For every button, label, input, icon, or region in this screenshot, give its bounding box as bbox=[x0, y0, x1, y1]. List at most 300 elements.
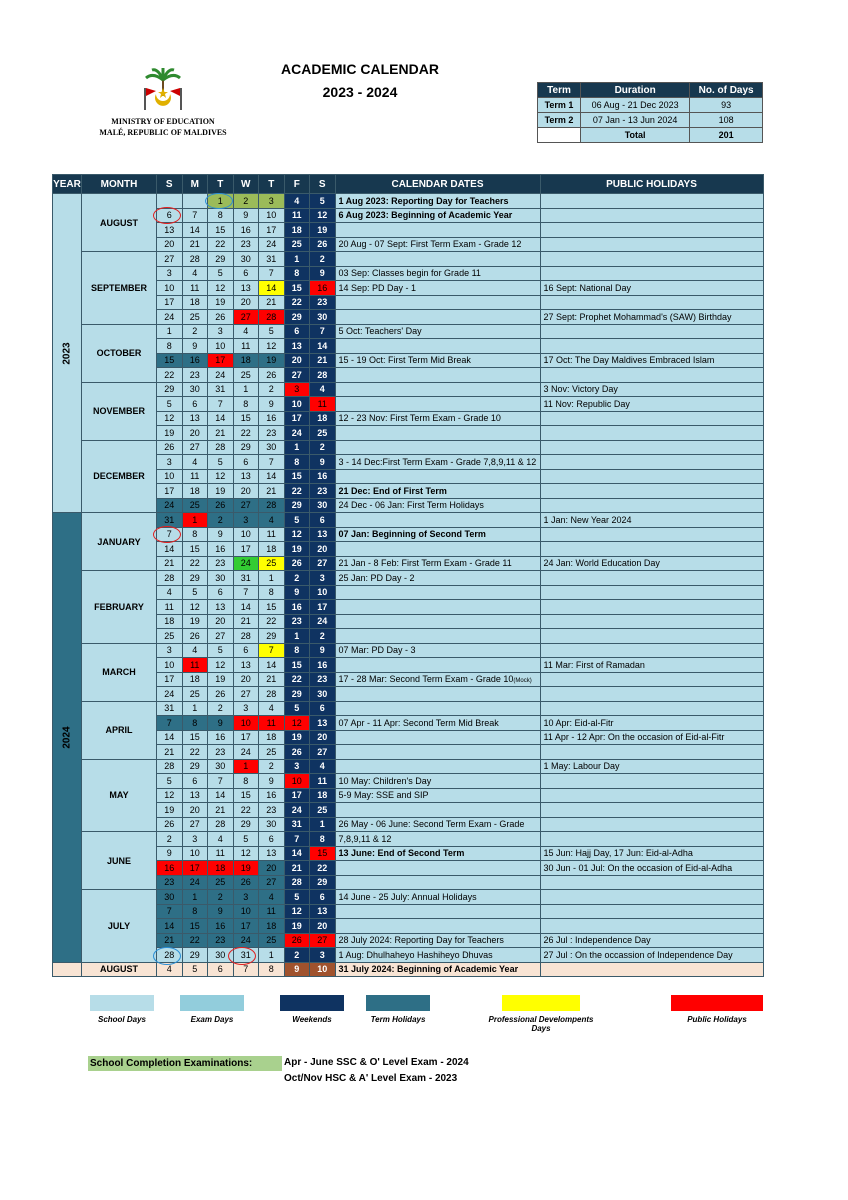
day-cell: 19 bbox=[208, 484, 234, 499]
day-cell: 8 bbox=[233, 397, 259, 412]
day-cell: 30 bbox=[259, 817, 285, 832]
calendar-week-row bbox=[53, 513, 764, 528]
day-cell: 16 bbox=[310, 281, 336, 296]
day-cell: 17 bbox=[182, 861, 208, 876]
header-mon: M bbox=[182, 175, 208, 194]
calendar-week-row bbox=[53, 962, 764, 977]
calendar-week-row bbox=[53, 745, 764, 760]
public-holiday-note: 24 Jan: World Education Day bbox=[540, 556, 763, 571]
calendar-date-note bbox=[335, 455, 540, 470]
day-cell: 22 bbox=[182, 745, 208, 760]
day-cell: 9 bbox=[310, 266, 336, 281]
day-cell: 6 bbox=[259, 832, 285, 847]
public-holiday-note bbox=[540, 774, 763, 789]
day-cell: 18 bbox=[208, 861, 234, 876]
legend-label: Exam Days bbox=[190, 1015, 234, 1024]
public-holiday-note bbox=[540, 643, 763, 658]
calendar-date-note bbox=[335, 745, 540, 760]
legend-swatch bbox=[180, 995, 244, 1011]
calendar-date-text: 07 Jan: Beginning of Second Term bbox=[338, 529, 486, 540]
day-cell: 1 bbox=[233, 759, 259, 774]
public-holiday-note: 1 Jan: New Year 2024 bbox=[540, 513, 763, 528]
month-label: JUNE bbox=[82, 832, 157, 890]
calendar-date-text: 5 Oct: Teachers' Day bbox=[338, 326, 422, 337]
day-cell: 12 bbox=[233, 846, 259, 861]
day-cell: 7 bbox=[208, 397, 234, 412]
day-cell: 28 bbox=[208, 440, 234, 455]
day-cell: 2 bbox=[259, 382, 285, 397]
day-cell: 23 bbox=[310, 295, 336, 310]
calendar-date-note bbox=[335, 759, 540, 774]
calendar-week-row bbox=[53, 208, 764, 223]
calendar-date-note bbox=[335, 295, 540, 310]
public-holiday-note bbox=[540, 817, 763, 832]
public-holiday-note bbox=[540, 237, 763, 252]
calendar-week-row bbox=[53, 919, 764, 934]
day-cell: 6 bbox=[233, 455, 259, 470]
day-cell: 2 bbox=[284, 948, 310, 963]
day-cell: 22 bbox=[208, 237, 234, 252]
day-cell: 6 bbox=[208, 585, 234, 600]
calendar-date-note bbox=[335, 716, 540, 731]
day-cell: 24 bbox=[182, 875, 208, 890]
day-cell: 19 bbox=[310, 223, 336, 238]
day-cell: 29 bbox=[182, 571, 208, 586]
day-cell: 3 bbox=[233, 890, 259, 905]
day-cell: 8 bbox=[284, 266, 310, 281]
calendar-date-note bbox=[335, 890, 540, 905]
day-cell: 19 bbox=[259, 353, 285, 368]
day-cell: 19 bbox=[284, 730, 310, 745]
month-label: NOVEMBER bbox=[82, 382, 157, 440]
day-cell: 21 bbox=[208, 426, 234, 441]
day-cell: 30 bbox=[157, 890, 183, 905]
day-cell: 28 bbox=[233, 629, 259, 644]
calendar-date-note bbox=[335, 382, 540, 397]
day-cell: 8 bbox=[208, 208, 234, 223]
header-year: YEAR bbox=[53, 175, 82, 194]
calendar-date-small: (Mock) bbox=[513, 678, 532, 685]
public-holiday-note: 17 Oct: The Day Maldives Embraced Islam bbox=[540, 353, 763, 368]
day-cell: 3 bbox=[157, 643, 183, 658]
day-cell: 13 bbox=[310, 904, 336, 919]
day-cell: 10 bbox=[233, 527, 259, 542]
day-cell: 4 bbox=[182, 455, 208, 470]
day-cell: 19 bbox=[208, 672, 234, 687]
day-cell: 26 bbox=[208, 310, 234, 325]
day-cell: 14 bbox=[157, 730, 183, 745]
day-cell: 6 bbox=[233, 266, 259, 281]
day-cell: 4 bbox=[259, 701, 285, 716]
day-cell: 15 bbox=[284, 281, 310, 296]
day-cell: 20 bbox=[233, 672, 259, 687]
day-cell: 5 bbox=[182, 962, 208, 977]
day-cell: 5 bbox=[233, 832, 259, 847]
calendar-week-row bbox=[53, 542, 764, 557]
day-cell: 30 bbox=[259, 440, 285, 455]
day-cell: 9 bbox=[310, 455, 336, 470]
day-cell: 20 bbox=[233, 295, 259, 310]
day-cell: 18 bbox=[284, 223, 310, 238]
day-cell: 15 bbox=[259, 600, 285, 615]
day-cell: 15 bbox=[284, 469, 310, 484]
calendar-week-row bbox=[53, 803, 764, 818]
calendar-week-row bbox=[53, 223, 764, 238]
calendar-week-row bbox=[53, 266, 764, 281]
calendar-week-row bbox=[53, 948, 764, 963]
calendar-week-row bbox=[53, 324, 764, 339]
calendar-week-row bbox=[53, 194, 764, 209]
calendar-week-row bbox=[53, 295, 764, 310]
day-cell: 25 bbox=[182, 687, 208, 702]
day-cell: 15 bbox=[233, 788, 259, 803]
calendar-week-row bbox=[53, 455, 764, 470]
calendar-date-text: 03 Sep: Classes begin for Grade 11 bbox=[338, 268, 481, 279]
day-cell: 16 bbox=[208, 542, 234, 557]
public-holiday-note bbox=[540, 527, 763, 542]
day-cell: 22 bbox=[182, 556, 208, 571]
day-cell: 23 bbox=[208, 933, 234, 948]
calendar-week-row bbox=[53, 252, 764, 267]
term-name: Term 2 bbox=[538, 113, 581, 128]
calendar-week-row bbox=[53, 498, 764, 513]
day-cell: 23 bbox=[284, 614, 310, 629]
day-cell: 23 bbox=[233, 237, 259, 252]
day-cell: 9 bbox=[208, 527, 234, 542]
day-cell: 11 bbox=[182, 281, 208, 296]
public-holiday-note: 26 Jul : Independence Day bbox=[540, 933, 763, 948]
term-duration: 06 Aug - 21 Dec 2023 bbox=[581, 98, 690, 113]
day-cell: 14 bbox=[182, 223, 208, 238]
term-duration: 07 Jan - 13 Jun 2024 bbox=[581, 113, 690, 128]
day-cell: 24 bbox=[259, 237, 285, 252]
day-cell: 29 bbox=[182, 948, 208, 963]
day-cell: 23 bbox=[259, 803, 285, 818]
day-cell: 14 bbox=[157, 542, 183, 557]
calendar-date-note bbox=[335, 513, 540, 528]
public-holiday-note bbox=[540, 904, 763, 919]
legend-label: Professional Develompents Days bbox=[488, 1015, 594, 1033]
day-cell: 3 bbox=[157, 266, 183, 281]
day-cell: 19 bbox=[233, 861, 259, 876]
day-cell: 8 bbox=[310, 832, 336, 847]
day-cell: 22 bbox=[259, 614, 285, 629]
day-cell: 29 bbox=[208, 252, 234, 267]
day-cell: 30 bbox=[208, 571, 234, 586]
ministry-logo bbox=[138, 66, 188, 112]
calendar-date-note bbox=[335, 353, 540, 368]
day-cell: 11 bbox=[284, 208, 310, 223]
term-name: Term 1 bbox=[538, 98, 581, 113]
day-cell: 29 bbox=[284, 498, 310, 513]
day-cell: 5 bbox=[208, 643, 234, 658]
day-cell: 1 bbox=[157, 324, 183, 339]
calendar-week-row bbox=[53, 600, 764, 615]
calendar-date-note bbox=[335, 643, 540, 658]
calendar-date-text: 25 Jan: PD Day - 2 bbox=[338, 572, 415, 583]
calendar-date-note bbox=[335, 832, 540, 847]
day-cell: 7 bbox=[233, 585, 259, 600]
calendar-date-note bbox=[335, 933, 540, 948]
day-cell: 9 bbox=[310, 643, 336, 658]
day-cell: 14 bbox=[259, 658, 285, 673]
public-holiday-note: 11 Apr - 12 Apr: On the occasion of Eid-al-Fitr bbox=[540, 730, 763, 745]
day-cell: 29 bbox=[233, 817, 259, 832]
day-cell: 30 bbox=[208, 948, 234, 963]
day-cell: 2 bbox=[259, 759, 285, 774]
day-cell: 4 bbox=[208, 832, 234, 847]
day-cell: 14 bbox=[259, 281, 285, 296]
calendar-date-text: 10 May: Children's Day bbox=[338, 775, 432, 786]
day-cell: 14 bbox=[157, 919, 183, 934]
day-cell: 21 bbox=[157, 556, 183, 571]
day-cell: 4 bbox=[182, 266, 208, 281]
day-cell: 8 bbox=[284, 643, 310, 658]
calendar-date-note bbox=[335, 339, 540, 354]
ministry-name bbox=[88, 116, 238, 138]
public-holiday-note bbox=[540, 295, 763, 310]
legend-swatch bbox=[671, 995, 763, 1011]
day-cell: 30 bbox=[233, 252, 259, 267]
day-cell: 20 bbox=[208, 614, 234, 629]
calendar-date-note bbox=[335, 281, 540, 296]
day-cell: 5 bbox=[284, 513, 310, 528]
day-cell: 23 bbox=[157, 875, 183, 890]
day-cell: 26 bbox=[310, 237, 336, 252]
public-holiday-note bbox=[540, 672, 763, 687]
day-cell: 26 bbox=[259, 368, 285, 383]
day-cell: 13 bbox=[284, 339, 310, 354]
day-cell: 1 bbox=[182, 513, 208, 528]
day-cell: 28 bbox=[259, 498, 285, 513]
day-cell: 26 bbox=[208, 498, 234, 513]
day-cell: 11 bbox=[259, 527, 285, 542]
day-cell: 24 bbox=[157, 498, 183, 513]
day-cell: 18 bbox=[259, 919, 285, 934]
calendar-date-note bbox=[335, 571, 540, 586]
month-label: APRIL bbox=[82, 701, 157, 759]
calendar-date-note bbox=[335, 861, 540, 876]
calendar-date-text: 6 Aug 2023: Beginning of Academic Year bbox=[338, 210, 513, 221]
day-cell: 21 bbox=[157, 933, 183, 948]
calendar-week-row bbox=[53, 904, 764, 919]
month-label: FEBRUARY bbox=[82, 571, 157, 644]
day-cell: 28 bbox=[208, 817, 234, 832]
day-cell: 10 bbox=[284, 774, 310, 789]
day-cell: 10 bbox=[233, 716, 259, 731]
day-cell: 15 bbox=[157, 353, 183, 368]
public-holiday-note bbox=[540, 745, 763, 760]
day-cell: 11 bbox=[310, 774, 336, 789]
day-cell: 12 bbox=[208, 281, 234, 296]
day-cell: 15 bbox=[182, 730, 208, 745]
day-cell: 9 bbox=[182, 339, 208, 354]
day-cell: 11 bbox=[310, 397, 336, 412]
day-cell: 30 bbox=[310, 687, 336, 702]
day-cell: 10 bbox=[157, 469, 183, 484]
day-cell: 10 bbox=[233, 904, 259, 919]
day-cell: 6 bbox=[182, 774, 208, 789]
day-cell: 4 bbox=[310, 382, 336, 397]
day-cell: 16 bbox=[310, 658, 336, 673]
calendar-date-note bbox=[335, 658, 540, 673]
month-label: SEPTEMBER bbox=[82, 252, 157, 325]
day-cell: 4 bbox=[233, 324, 259, 339]
public-holiday-note: 16 Sept: National Day bbox=[540, 281, 763, 296]
calendar-date-note bbox=[335, 556, 540, 571]
day-cell: 17 bbox=[284, 411, 310, 426]
day-cell: 21 bbox=[259, 672, 285, 687]
day-cell: 22 bbox=[233, 803, 259, 818]
day-cell: 29 bbox=[310, 875, 336, 890]
day-cell: 18 bbox=[259, 730, 285, 745]
day-cell: 25 bbox=[259, 556, 285, 571]
day-cell: 13 bbox=[310, 527, 336, 542]
day-cell: 18 bbox=[157, 614, 183, 629]
day-cell: 9 bbox=[259, 774, 285, 789]
day-cell: 22 bbox=[284, 484, 310, 499]
day-cell: 23 bbox=[182, 368, 208, 383]
day-cell: 17 bbox=[233, 919, 259, 934]
day-cell: 28 bbox=[157, 948, 183, 963]
day-cell: 25 bbox=[310, 426, 336, 441]
day-cell: 28 bbox=[157, 571, 183, 586]
calendar-table bbox=[52, 174, 764, 977]
day-cell: 7 bbox=[284, 832, 310, 847]
day-cell: 15 bbox=[310, 846, 336, 861]
public-holiday-note bbox=[540, 252, 763, 267]
day-cell: 12 bbox=[208, 469, 234, 484]
day-cell: 1 bbox=[310, 817, 336, 832]
day-cell: 6 bbox=[182, 397, 208, 412]
calendar-date-note bbox=[335, 687, 540, 702]
day-cell: 27 bbox=[182, 817, 208, 832]
page-subtitle: 2023 - 2024 bbox=[322, 84, 398, 100]
day-cell: 5 bbox=[284, 890, 310, 905]
day-cell: 8 bbox=[157, 339, 183, 354]
day-cell: 20 bbox=[182, 803, 208, 818]
calendar-date-text: 1 Aug: Dhulhaheyo Hashiheyo Dhuvas bbox=[338, 949, 493, 960]
exam-label: School Completion Examinations: bbox=[88, 1056, 282, 1071]
day-cell: 11 bbox=[157, 600, 183, 615]
day-cell: 7 bbox=[233, 962, 259, 977]
day-cell: 14 bbox=[233, 600, 259, 615]
day-cell: 4 bbox=[157, 585, 183, 600]
public-holiday-note bbox=[540, 890, 763, 905]
calendar-date-text: 21 Jan - 8 Feb: First Term Exam - Grade 11 bbox=[338, 558, 512, 569]
day-cell: 15 bbox=[233, 411, 259, 426]
day-cell: 24 bbox=[284, 803, 310, 818]
day-cell: 27 bbox=[233, 687, 259, 702]
day-cell: 18 bbox=[259, 542, 285, 557]
day-cell: 8 bbox=[182, 716, 208, 731]
day-cell: 28 bbox=[157, 759, 183, 774]
public-holiday-note bbox=[540, 426, 763, 441]
day-cell: 5 bbox=[208, 266, 234, 281]
day-cell: 3 bbox=[233, 513, 259, 528]
day-cell: 6 bbox=[310, 890, 336, 905]
day-cell: 24 bbox=[157, 687, 183, 702]
public-holiday-note bbox=[540, 223, 763, 238]
day-cell: 1 bbox=[233, 382, 259, 397]
calendar-week-row bbox=[53, 890, 764, 905]
day-cell: 1 bbox=[284, 440, 310, 455]
day-cell: 13 bbox=[310, 716, 336, 731]
day-cell: 27 bbox=[259, 875, 285, 890]
calendar-week-row bbox=[53, 730, 764, 745]
day-cell: 14 bbox=[310, 339, 336, 354]
day-cell: 25 bbox=[259, 933, 285, 948]
public-holiday-note: 11 Mar: First of Ramadan bbox=[540, 658, 763, 673]
calendar-date-text: 1 Aug 2023: Reporting Day for Teachers bbox=[338, 195, 509, 206]
day-cell: 7 bbox=[208, 774, 234, 789]
public-holiday-note bbox=[540, 600, 763, 615]
calendar-week-row bbox=[53, 701, 764, 716]
day-cell: 17 bbox=[259, 223, 285, 238]
day-cell: 25 bbox=[284, 237, 310, 252]
day-cell: 7 bbox=[157, 527, 183, 542]
calendar-date-note bbox=[335, 411, 540, 426]
day-cell: 19 bbox=[157, 426, 183, 441]
day-cell: 12 bbox=[284, 716, 310, 731]
public-holiday-note bbox=[540, 440, 763, 455]
terms-total-label: Total bbox=[581, 128, 690, 143]
day-cell: 2 bbox=[208, 890, 234, 905]
public-holiday-note bbox=[540, 194, 763, 209]
day-cell: 31 bbox=[208, 382, 234, 397]
day-cell: 8 bbox=[259, 962, 285, 977]
day-cell: 30 bbox=[310, 310, 336, 325]
day-cell: 31 bbox=[157, 701, 183, 716]
day-cell: 26 bbox=[284, 933, 310, 948]
day-cell: 26 bbox=[284, 745, 310, 760]
day-cell: 11 bbox=[208, 846, 234, 861]
day-cell: 3 bbox=[208, 324, 234, 339]
day-cell: 17 bbox=[157, 295, 183, 310]
day-cell: 29 bbox=[284, 310, 310, 325]
day-cell: 30 bbox=[182, 382, 208, 397]
calendar-week-row bbox=[53, 310, 764, 325]
calendar-date-text: 21 Dec: End of First Term bbox=[338, 485, 447, 496]
day-cell: 4 bbox=[182, 643, 208, 658]
day-cell: 18 bbox=[310, 788, 336, 803]
day-cell: 17 bbox=[157, 672, 183, 687]
day-cell: 10 bbox=[157, 281, 183, 296]
terms-table bbox=[537, 82, 763, 143]
day-cell: 5 bbox=[157, 397, 183, 412]
exam-line2: Oct/Nov HSC & A' Level Exam - 2023 bbox=[284, 1073, 458, 1084]
calendar-date-note bbox=[335, 585, 540, 600]
day-cell: 21 bbox=[208, 803, 234, 818]
day-cell: 7 bbox=[157, 716, 183, 731]
day-cell: 4 bbox=[284, 194, 310, 209]
legend-swatch bbox=[366, 995, 430, 1011]
public-holiday-note bbox=[540, 585, 763, 600]
calendar-date-note: 31 July 2024: Beginning of Academic Year bbox=[335, 962, 540, 977]
day-cell: 28 bbox=[310, 368, 336, 383]
day-cell: 10 bbox=[284, 397, 310, 412]
day-cell: 2 bbox=[310, 629, 336, 644]
day-cell: 3 bbox=[259, 194, 285, 209]
day-cell: 21 bbox=[182, 237, 208, 252]
day-cell: 13 bbox=[233, 469, 259, 484]
day-cell: 24 bbox=[310, 614, 336, 629]
calendar-date-note bbox=[335, 629, 540, 644]
day-cell: 21 bbox=[157, 745, 183, 760]
day-cell: 1 bbox=[284, 629, 310, 644]
day-cell: 21 bbox=[310, 353, 336, 368]
calendar-week-row bbox=[53, 237, 764, 252]
